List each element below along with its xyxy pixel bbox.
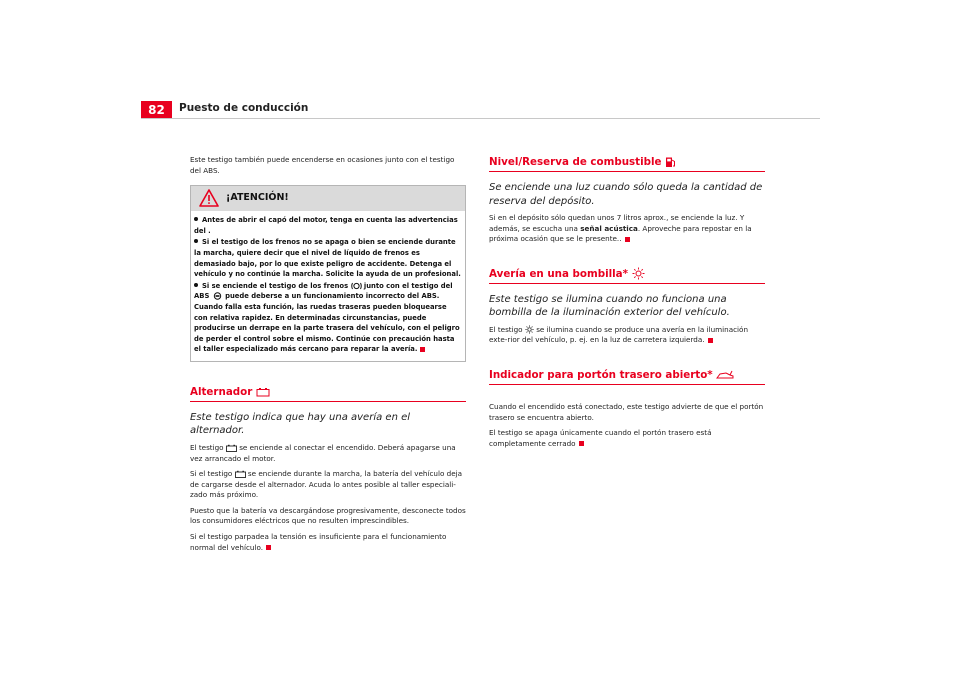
- warning-item: Antes de abrir el capó del motor, tenga en cuenta las advertencias del .: [194, 216, 458, 235]
- tailgate-icon: [716, 370, 734, 380]
- section-title: Avería en una bombilla*: [489, 267, 765, 281]
- paragraph: El testigo se apaga únicamente cuando el portón trasero está completamente cerrado: [489, 428, 712, 448]
- paragraph: Cuando el encendido está conectado, este testigo advierte de que el portón trasero se encuentra abierto.: [489, 401, 764, 422]
- section-alternador: [190, 385, 466, 553]
- right-column: [489, 155, 765, 454]
- battery-icon: [226, 444, 237, 452]
- section-rule: [190, 401, 466, 402]
- section-bombilla: [489, 267, 765, 346]
- paragraph: Puesto que la batería va descargándose progresivamente, desconecte todos los consumidores eléctricos que no resulten imprescindibles.: [190, 505, 466, 526]
- section-rule: [489, 171, 765, 172]
- end-mark-icon: [420, 347, 425, 352]
- header-rule: [141, 118, 820, 119]
- battery-icon: [256, 387, 270, 397]
- page-header: [141, 101, 820, 119]
- end-mark-icon: [579, 441, 584, 446]
- warning-triangle-icon: [199, 189, 219, 207]
- section-combustible: [489, 155, 765, 245]
- abs-icon: [212, 292, 223, 300]
- warning-item: Si se enciende el testigo de los frenos junto con el testigo del ABS puede deberse a un funcionamiento incorrecto del ABS. Cuando falla esta función, las ruedas traseras pueden bloquearse con relativa rapidez. En determinadas circunstancias, puede producirse un derrape en la parte trasera del vehículo, con el peligro de perder el control sobre el mismo. Continúe con precaución hasta el taller especializado más cercano para reparar la avería.: [194, 281, 460, 354]
- warning-item: Si el testigo de los frenos no se apaga o bien se enciende durante la marcha, quiere decir que el nivel de líquido de frenos es demasiado bajo, por lo que existe peligro de accidente. Detenga el vehículo y no continúe la marcha. Solicite la ayuda de un profesional.: [194, 238, 461, 279]
- section-title: Indicador para portón trasero abierto*: [489, 368, 765, 382]
- bullet-icon: [194, 283, 198, 287]
- section-subtitle: Este testigo indica que hay una avería en el alternador.: [190, 411, 411, 437]
- bullet-icon: [194, 239, 198, 243]
- intro-paragraph: Este testigo también puede encenderse en ocasiones junto con el testigo del ABS.: [190, 155, 455, 175]
- section-rule: [489, 384, 765, 385]
- end-mark-icon: [266, 545, 271, 550]
- paragraph: Si el testigo parpadea la tensión es insuficiente para el funcionamiento normal del vehículo.: [190, 532, 447, 552]
- end-mark-icon: [708, 338, 713, 343]
- section-subtitle: Este testigo se ilumina cuando no funciona una bombilla de la iluminación exterior del vehículo.: [489, 293, 730, 319]
- battery-icon: [235, 470, 246, 478]
- paragraph: El testigo se enciende al conectar el encendido. Deberá apagarse una vez arrancado el motor.: [190, 442, 456, 463]
- section-title: Alternador: [190, 385, 466, 399]
- left-column: [190, 155, 466, 558]
- warning-header: [191, 186, 465, 211]
- warning-box: [190, 185, 466, 362]
- bulb-icon: [632, 267, 645, 280]
- section-porton: [489, 368, 765, 449]
- section-subtitle: Se enciende una luz cuando sólo queda la cantidad de reserva del depósito.: [489, 182, 763, 207]
- page-number: 82: [141, 101, 172, 119]
- section-rule: [489, 283, 765, 284]
- bullet-icon: [194, 217, 198, 221]
- paragraph: Si en el depósito sólo quedan unos 7 litros aprox., se enciende la luz. Y además, se escucha una señal acústica. Aproveche para repostar en la próxima ocasión que se le presente..: [489, 213, 752, 244]
- chapter-title: Puesto de conducción: [179, 102, 309, 114]
- paragraph: El testigo se ilumina cuando se produce una avería en la iluminación exte-rior del vehículo, p. ej. en la luz de carretera izquierda.: [489, 324, 749, 345]
- warning-title: ¡ATENCIÓN!: [226, 192, 289, 204]
- bulb-icon: [525, 325, 534, 334]
- brake-icon: [351, 282, 362, 290]
- section-title: Nivel/Reserva de combustible: [489, 155, 765, 169]
- warning-body: [191, 211, 465, 361]
- paragraph: Si el testigo se enciende durante la marcha, la batería del vehículo deja de cargarse desde el alternador. Acuda lo antes posible al taller especiali-zado más próximo.: [190, 469, 463, 500]
- end-mark-icon: [625, 237, 630, 242]
- fuel-pump-icon: [665, 156, 676, 168]
